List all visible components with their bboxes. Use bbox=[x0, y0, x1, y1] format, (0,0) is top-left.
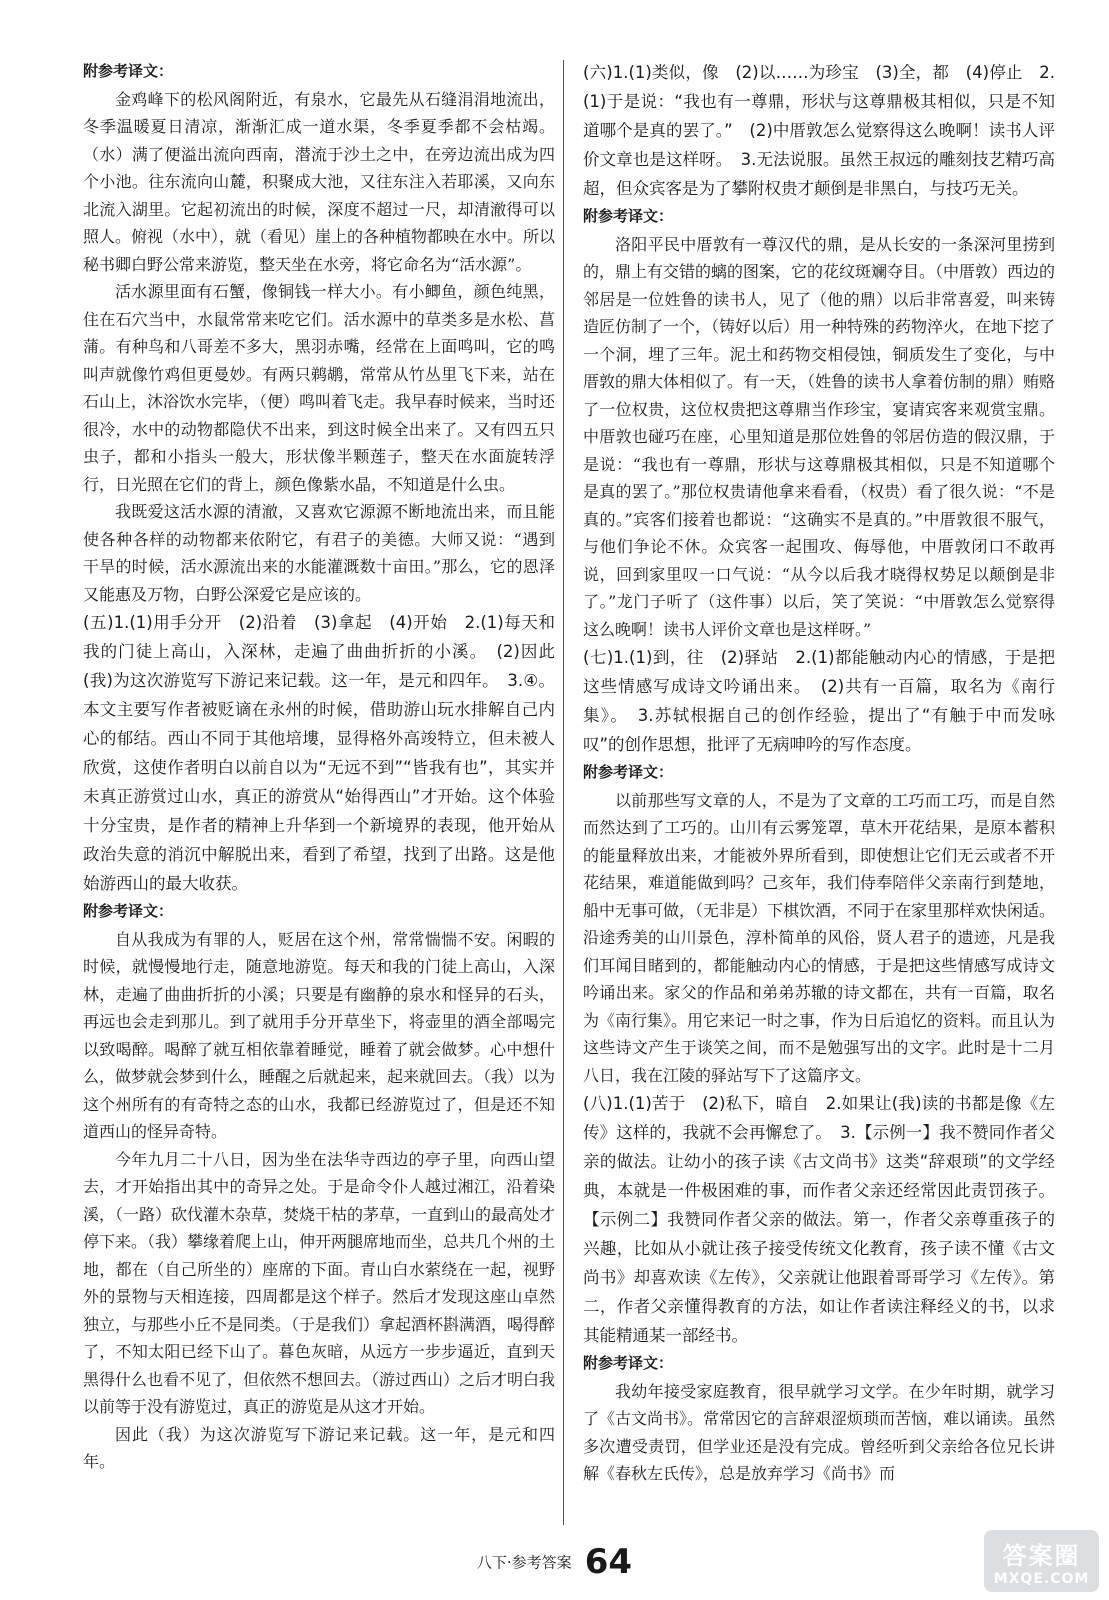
translation-heading: 附参考译文： bbox=[583, 763, 674, 781]
right-column bbox=[583, 58, 1055, 1488]
footer-label: 八下·参考答案 bbox=[476, 1553, 572, 1572]
translation-paragraph: 以前那些写文章的人，不是为了文章的工巧而工巧，而是自然而然达到了工巧的。山川有云雾笼罩，草木开花结果，是原本蓄积的能量释放出来，才能被外界所看到，即使想让它们无云或者不开花结果，难道能做到吗？己亥年，我们侍奉陪伴父亲南行到楚地，船中无事可做，（无非是）下棋饮酒，不同于在家里那样欢快闲适。沿途秀美的山川景色，淳朴简单的风俗，贤人君子的遗迹，凡是我们耳闻目睹到的，都能触动内心的情感，于是把这些情感写成诗文吟诵出来。家父的作品和弟弟苏辙的诗文都在，共有一百篇，取名为《南行集》。用它来记一时之事，作为日后追忆的资料。而且认为这些诗文产生于谈笑之间，而不是勉强写出的文字。此时是十二月八日，我在江陵的驿站写下了这篇序文。 bbox=[583, 790, 1056, 1085]
translation-paragraph: 我幼年接受家庭教育，很早就学习文学。在少年时期，就学习了《古文尚书》。常常因它的言辞艰涩烦琐而苦恼，难以诵读。虽然多次遭受责罚，但学业还是没有完成。曾经听到父亲给各位兄长讲解《春秋左氏传》，总是放弃学习《尚书》而 bbox=[583, 1381, 1056, 1483]
translation-paragraph: 自从我成为有罪的人，贬居在这个州，常常惴惴不安。闲暇的时候，就慢慢地行走，随意地游览。每天和我的门徒上高山，入深林，走遍了曲曲折折的小溪；只要是有幽静的泉水和怪异的石头，再远也会走到那儿。到了就用手分开草坐下，将壶里的酒全部喝完以致喝醉。喝醉了就互相依靠着睡觉，睡着了就会做梦。心中想什么，做梦就会梦到什么，睡醒之后就起来，起来就回去。（我）以为这个州所有的有奇特之态的山水，我都已经游览过了，但是还不知道西山的怪异奇特。 bbox=[83, 929, 556, 1141]
translation-heading: 附参考译文： bbox=[583, 207, 674, 225]
answer-block-8: (八)1.(1)苦于 (2)私下，暗自 2.如果让(我)读的书都是像《左传》这样的，我就不会再懈怠了。 3.【示例一】我不赞同作者父亲的做法。让幼小的孩子读《古文尚书》这类“辞艰琐”的文学经典，本就是一件极困难的事，而作者父亲还经常因此责罚孩子。【示例二】我赞同作者父亲的做法。第一，作者父亲尊重孩子的兴趣，比如从小就让孩子接受传统文化教育，孩子读不懂《古文尚书》却喜欢读《左传》，父亲就让他跟着哥哥学习《左传》。第二，作者父亲懂得教育的方法，如让作者读注释经义的书，以求其能精通某一部经书。 bbox=[583, 1094, 1055, 1345]
left-column bbox=[83, 58, 555, 1476]
translation-paragraph: 因此（我）为这次游览写下游记来记载。这一年，是元和四年。 bbox=[83, 1424, 555, 1471]
answer-block-5: (五)1.(1)用手分开 (2)沿着 (3)拿起 (4)开始 2.(1)每天和我的门徒上高山，入深林，走遍了曲曲折折的小溪。 (2)因此(我)为这次游览写下游记来记载。这一年，是元和四年。 3.④。本文主要写作者被贬谪在永州的时候，借助游山玩水排解自己内心的郁结。西山不同于其他培塿，显得格外高竣特立，但未被人欣赏，这使作者明白以前自以为“无远不到”“皆我有也”，其实并未真正游赏过山水，真正的游赏从“始得西山”才开始。这个体验十分宝贵，是作者的精神上升华到一个新境界的表现，他开始从政治失意的消沉中解脱出来，看到了希望，找到了出路。这是他始游西山的最大收获。 bbox=[83, 613, 555, 893]
watermark-logo bbox=[984, 1530, 1099, 1592]
translation-heading: 附参考译文： bbox=[583, 1354, 674, 1372]
answer-block-7: (七)1.(1)到，往 (2)驿站 2.(1)都能触动内心的情感，于是把这些情感写成诗文吟诵出来。 (2)共有一百篇，取名为《南行集》。 3.苏轼根据自己的创作经验，提出了“有触于中而发咏叹”的创作思想，批评了无病呻吟的写作态度。 bbox=[583, 648, 1055, 754]
answer-block-6: (六)1.(1)类似，像 (2)以……为珍宝 (3)全，都 (4)停止 2.(1)于是说：“我也有一尊鼎，形状与这尊鼎极其相似，只是不知道哪个是真的罢了。” (2)中厝敦怎么觉察得这么晚啊！读书人评价文章也是这样呀。 3.无法说服。虽然王叔远的雕刻技艺精巧高超，但众宾客是为了攀附权贵才颠倒是非黑白，与技巧无关。 bbox=[583, 63, 1055, 198]
translation-paragraph: 洛阳平民中厝敦有一尊汉代的鼎，是从长安的一条深河里捞到的，鼎上有交错的螭的图案，它的花纹斑斓夺目。（中厝敦）西边的邻居是一位姓鲁的读书人，见了（他的鼎）以后非常喜爱，叫来铸造匠仿制了一个，（铸好以后）用一种特殊的药物淬火，在地下挖了一个洞，埋了三年。泥土和药物交相侵蚀，铜质发生了变化，与中厝敦的鼎大体相似了。有一天，（姓鲁的读书人拿着仿制的鼎）贿赂了一位权贵，这位权贵把这尊鼎当作珍宝，宴请宾客来观赏宝鼎。中厝敦也碰巧在座，心里知道是那位姓鲁的邻居仿造的假汉鼎，于是说：“我也有一尊鼎，形状与这尊鼎极其相似，只是不知道哪个是真的罢了。”那位权贵请他拿来看看，（权贵）看了很久说：“不是真的。”宾客们接着也都说：“这确实不是真的。”中厝敦很不服气，与他们争论不休。众宾客一起围攻、侮辱他，中厝敦闭口不敢再说，回到家里叹一口气说：“从今以后我才晓得权势足以颠倒是非了。”龙门子听了（这件事）以后，笑了笑说：“中厝敦怎么觉察得这么晚啊！读书人评价文章也是这样呀。” bbox=[583, 234, 1056, 639]
page-footer bbox=[0, 1542, 1109, 1582]
column-divider bbox=[563, 60, 564, 1525]
page-number: 64 bbox=[584, 1542, 633, 1582]
watermark-url: MXQE.COM bbox=[993, 1570, 1090, 1587]
translation-paragraph: 金鸡峰下的松风阁附近，有泉水，它最先从石缝涓涓地流出，冬季温暖夏日清凉，渐渐汇成一道水渠，冬季夏季都不会枯竭。（水）满了便溢出流向西南，潜流于沙土之中，在旁边流出成为四个小池。往东流向山麓，积聚成大池，又往东注入若耶溪，又向东北流入湖里。它起初流出的时候，深度不超过一尺，却清澈得可以照人。俯视（水中），就（看见）崖上的各种植物都映在水中。所以秘书卿白野公常来游览，整天坐在水旁，将它命名为“活水源”。 bbox=[83, 89, 556, 274]
watermark-text: 答案圈 bbox=[1002, 1541, 1081, 1570]
translation-paragraph: 我既爱这活水源的清澈，又喜欢它源源不断地流出来，而且能使各种各样的动物都来依附它，有君子的美德。大师又说：“遇到干旱的时候，活水源流出来的水能灌溉数十亩田。”那么，它的恩泽又能惠及万物，白野公深爱它是应该的。 bbox=[83, 502, 555, 604]
translation-paragraph: 今年九月二十八日，因为坐在法华寺西边的亭子里，向西山望去，才开始指出其中的奇异之处。于是命令仆人越过湘江，沿着染溪，（一路）砍伐灌木杂草，焚烧干枯的茅草，一直到山的最高处才停下来。（我）攀缘着爬上山，伸开两腿席地而坐，总共几个州的土地，都在（自己所坐的）座席的下面。青山白水萦绕在一起，视野外的景物与天相连接，四周都是这个样子。然后才发现这座山卓然独立，与那些小丘不是同类。（于是我们）拿起酒杯斟满酒，喝得醉了，不知太阳已经下山了。暮色灰暗，从远方一步步逼近，直到天黑得什么也看不见了，但依然不想回去。（游过西山）之后才明白我以前等于没有游览过，真正的游览是从这才开始。 bbox=[83, 1149, 556, 1416]
translation-heading: 附参考译文： bbox=[83, 902, 174, 920]
translation-paragraph: 活水源里面有石蟹，像铜钱一样大小。有小鲫鱼，颜色纯黑，住在石穴当中，水鼠常常来吃它们。活水源中的草类多是水松、菖蒲。有种鸟和八哥差不多大，黑羽赤嘴，经常在上面鸣叫，它的鸣叫声就像竹鸡但更曼妙。有两只鹈鹕，常常从竹丛里飞下来，站在石山上，沐浴饮水完毕，（便）鸣叫着飞走。我早春时候来，当时还很冷，水中的动物都隐伏不出来，到这时候全出来了。又有四五只虫子，都和小指头一般大，形状像半颗莲子，整天在水面旋转浮行，日光照在它们的背上，颜色像紫水晶，不知道是什么虫。 bbox=[83, 282, 556, 494]
translation-heading: 附参考译文： bbox=[83, 62, 174, 80]
